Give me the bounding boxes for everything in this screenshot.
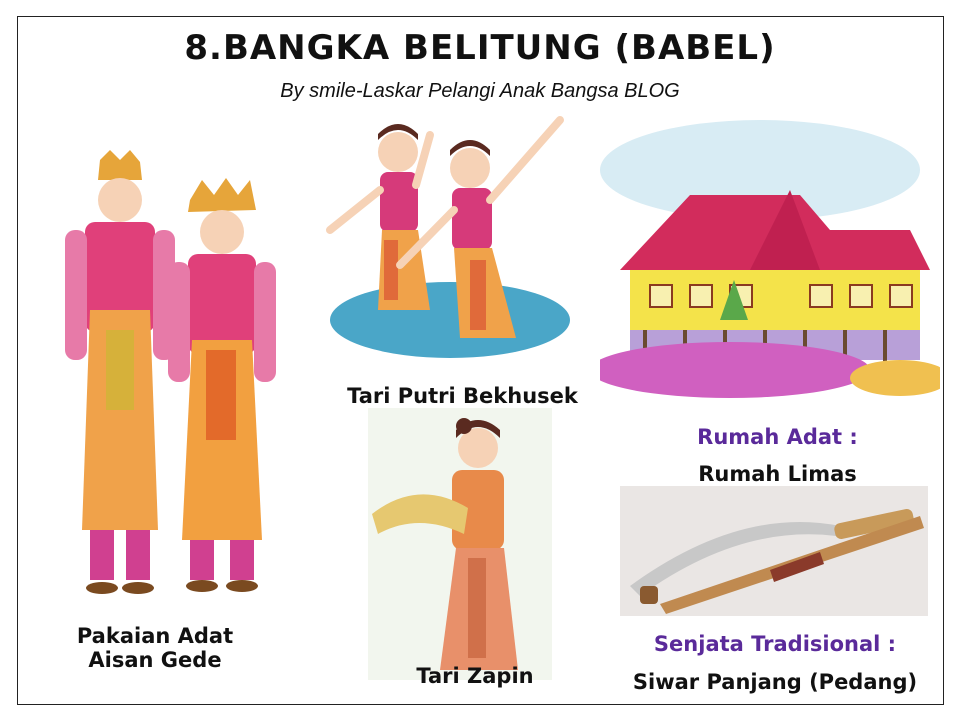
pakaian-adat-title: Pakaian Adat [76, 624, 234, 648]
page-title: 8.BANGKA BELITUNG (BABEL) [184, 28, 776, 68]
male-figure [65, 150, 175, 594]
dancer-left [330, 124, 430, 310]
tari-zapin-illustration [368, 408, 552, 680]
senjata-heading: Senjata Tradisional : [653, 632, 897, 656]
senjata-illustration [620, 486, 928, 616]
tari-putri-label: Tari Putri Bekhusek [347, 384, 578, 408]
pakaian-adat-illustration [30, 150, 320, 610]
rumah-adat-heading: Rumah Adat : [697, 425, 858, 449]
senjata-name: Siwar Panjang (Pedang) [632, 670, 918, 694]
rumah-adat-name: Rumah Limas [698, 462, 857, 486]
page-subtitle: By smile-Laskar Pelangi Anak Bangsa BLOG [280, 80, 680, 102]
house [620, 190, 930, 365]
tari-putri-illustration [320, 110, 590, 380]
tari-zapin-label: Tari Zapin [416, 664, 534, 688]
pakaian-adat-label [40, 624, 270, 672]
pakaian-adat-name: Aisan Gede [88, 648, 222, 672]
female-figure [168, 178, 276, 592]
rumah-adat-illustration [600, 120, 940, 410]
